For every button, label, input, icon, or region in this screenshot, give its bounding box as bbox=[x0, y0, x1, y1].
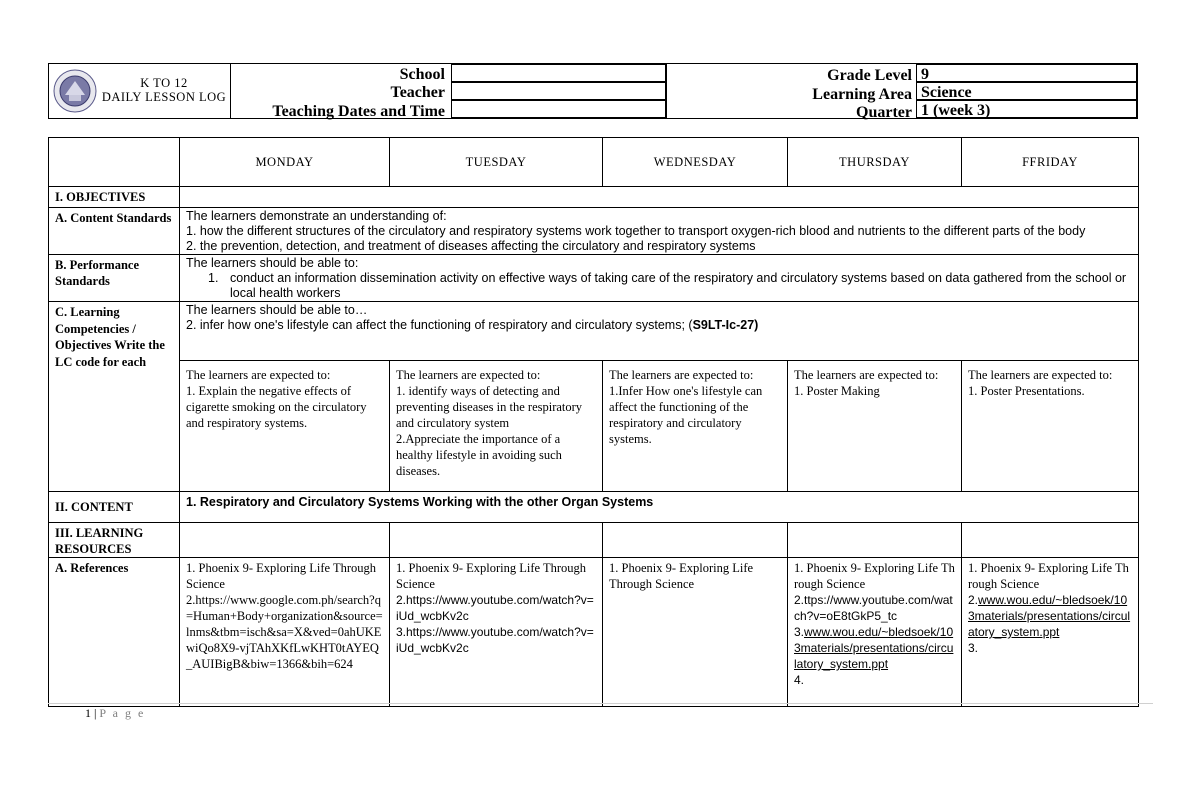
references-thursday: 1. Phoenix 9- Exploring Life Through Science 2.ttps://www.youtube.com/watch?v=oE8tGkP5_tc 3.www.wou.edu/~bledsoek/103materials/presentations/circulatory_system.ppt 4. bbox=[788, 558, 962, 707]
competencies-intro: The learners should be able to… bbox=[186, 303, 368, 317]
grade-field[interactable]: 9 bbox=[916, 64, 1137, 82]
dates-field[interactable] bbox=[451, 100, 666, 118]
references-wednesday: 1. Phoenix 9- Exploring Life Through Science bbox=[603, 558, 788, 707]
daily-objectives-row bbox=[49, 361, 1139, 492]
content-standards-intro: The learners demonstrate an understanding of: bbox=[186, 209, 447, 223]
resources-monday bbox=[180, 523, 390, 558]
resources-row bbox=[49, 523, 1139, 558]
references-label: A. References bbox=[49, 558, 180, 707]
daily-objective-monday: The learners are expected to: 1. Explain the negative effects of cigarette smoking on the circulatory and respiratory systems. bbox=[180, 361, 390, 492]
daily-objective-friday: The learners are expected to: 1. Poster Presentations. bbox=[962, 361, 1139, 492]
reference-link-thursday-1[interactable]: 2.ttps://www.youtube.com/watch?v=oE8tGkP5_tc bbox=[794, 593, 953, 623]
teacher-label: Teacher bbox=[390, 84, 445, 101]
references-row bbox=[49, 558, 1139, 707]
competencies-item: 2. infer how one's lifestyle can affect the functioning of respiratory and circulatory systems; (S9LT-Ic-27) bbox=[186, 318, 759, 332]
objectives-cell bbox=[180, 187, 1139, 208]
content-standards-row bbox=[49, 208, 1139, 255]
area-field[interactable]: Science bbox=[916, 82, 1137, 100]
performance-standards-text bbox=[180, 255, 1139, 302]
references-tuesday: 1. Phoenix 9- Exploring Life Through Science 2.https://www.youtube.com/watch?v=iUd_wcbKv2c 3.https://www.youtube.com/watch?v=iUd_wcbKv2c bbox=[390, 558, 603, 707]
corner-cell bbox=[49, 138, 180, 187]
content-standards-item-1: 1. how the different structures of the circulatory and respiratory systems work together to transport oxygen-rich blood and nutrients to the different parts of the body bbox=[186, 224, 1086, 238]
references-friday: 1. Phoenix 9- Exploring Life Through Science 2.www.wou.edu/~bledsoek/103materials/presentations/circulatory_system.ppt 3. bbox=[962, 558, 1139, 707]
daily-objective-wednesday: The learners are expected to: 1.Infer How one's lifestyle can affect the functioning of the respiratory and circulatory systems. bbox=[603, 361, 788, 492]
area-label: Learning Area bbox=[812, 86, 912, 103]
reference-link-tuesday-2[interactable]: 3.https://www.youtube.com/watch?v=iUd_wcbKv2c bbox=[396, 625, 594, 655]
day-tuesday: TUESDAY bbox=[390, 138, 603, 187]
day-wednesday: WEDNESDAY bbox=[603, 138, 788, 187]
footer-rule bbox=[48, 703, 1153, 704]
lesson-log-table bbox=[48, 137, 1139, 707]
page-word: P a g e bbox=[99, 706, 146, 720]
objectives-label: I. OBJECTIVES bbox=[49, 187, 180, 208]
resources-label: III. LEARNING RESOURCES bbox=[49, 523, 180, 558]
content-label: II. CONTENT bbox=[49, 492, 180, 523]
competencies-label: C. Learning Competencies / Objectives Write the LC code for each bbox=[49, 302, 180, 492]
references-monday: 1. Phoenix 9- Exploring Life Through Science 2.https://www.google.com.ph/search?q=Human+Body+organization&source=lnms&tbm=isch&sa=X&ved=0ahUKEwiQo8X9-vjTAhXKfLwKHT0tAYEQ_AUIBigB&biw=1366&bih=624 bbox=[180, 558, 390, 707]
quarter-field[interactable]: 1 (week 3) bbox=[916, 100, 1137, 118]
logo-title: K TO 12 bbox=[140, 76, 188, 90]
competencies-text bbox=[180, 302, 1139, 361]
performance-item-text: conduct an information dissemination activity on effective ways of taking care of the respiratory and circulatory systems based on data gathered from the school or local health workers bbox=[230, 271, 1127, 300]
day-friday: FFRIDAY bbox=[962, 138, 1139, 187]
resources-tuesday bbox=[390, 523, 603, 558]
objectives-row bbox=[49, 187, 1139, 208]
daily-objective-tuesday: The learners are expected to: 1. identify ways of detecting and preventing diseases in the respiratory and circulatory system 2.Appreciate the importance of a healthy lifestyle in avoiding such diseases. bbox=[390, 361, 603, 492]
reference-link-tuesday-1[interactable]: 2.https://www.youtube.com/watch?v=iUd_wcbKv2c bbox=[396, 593, 594, 623]
performance-standards-row bbox=[49, 255, 1139, 302]
header-divider bbox=[666, 64, 667, 118]
teacher-field[interactable] bbox=[451, 82, 666, 100]
school-field[interactable] bbox=[451, 64, 666, 82]
performance-intro: The learners should be able to: bbox=[186, 256, 359, 270]
resources-wednesday bbox=[603, 523, 788, 558]
content-value: 1. Respiratory and Circulatory Systems Working with the other Organ Systems bbox=[180, 492, 1139, 523]
deped-seal-icon bbox=[53, 69, 97, 113]
dates-label: Teaching Dates and Time bbox=[272, 103, 445, 120]
grade-label: Grade Level bbox=[827, 67, 912, 84]
resources-friday bbox=[962, 523, 1139, 558]
day-header-row bbox=[49, 138, 1139, 187]
content-standards-text bbox=[180, 208, 1139, 255]
reference-link-thursday-2[interactable]: 3.www.wou.edu/~bledsoek/103materials/presentations/circulatory_system.ppt bbox=[794, 625, 954, 671]
content-standards-item-2: 2. the prevention, detection, and treatment of diseases affecting the circulatory and respiratory systems bbox=[186, 239, 756, 253]
day-thursday: THURSDAY bbox=[788, 138, 962, 187]
quarter-label: Quarter bbox=[856, 104, 912, 121]
content-row bbox=[49, 492, 1139, 523]
logo-area bbox=[49, 64, 231, 118]
competencies-row bbox=[49, 302, 1139, 361]
header-block bbox=[48, 63, 1138, 119]
logo-subtitle: DAILY LESSON LOG bbox=[101, 90, 227, 104]
day-monday: MONDAY bbox=[180, 138, 390, 187]
lc-code: S9LT-Ic-27) bbox=[692, 318, 759, 332]
daily-objective-thursday: The learners are expected to: 1. Poster Making bbox=[788, 361, 962, 492]
performance-item bbox=[186, 271, 1132, 301]
reference-link-monday[interactable]: 2.https://www.google.com.ph/search?q=Human+Body+organization&source=lnms&tbm=isch&sa=X&ved=0ahUKEwiQo8X9-vjTAhXKfLwKHT0tAYEQ_AUIBigB&biw=1366&bih=624 bbox=[186, 593, 383, 671]
performance-item-num: 1. bbox=[208, 271, 219, 285]
page-footer: 1 | P a g e bbox=[85, 706, 146, 720]
reference-link-friday[interactable]: 2.www.wou.edu/~bledsoek/103materials/presentations/circulatory_system.ppt bbox=[968, 593, 1131, 639]
logo-text bbox=[101, 76, 227, 104]
page-number: 1 bbox=[85, 706, 91, 720]
school-label: School bbox=[399, 66, 445, 83]
content-standards-label: A. Content Standards bbox=[49, 208, 180, 255]
resources-thursday bbox=[788, 523, 962, 558]
performance-standards-label: B. Performance Standards bbox=[49, 255, 180, 302]
